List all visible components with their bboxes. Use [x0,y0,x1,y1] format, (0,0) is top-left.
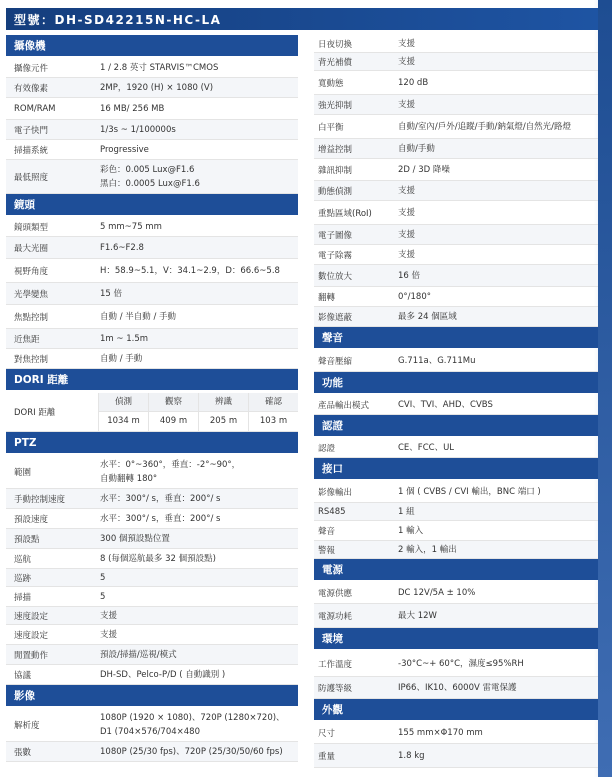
spec-value [390,163,598,177]
spec-row [6,58,298,78]
spec-label: 解析度 [14,720,40,731]
spec-label: 掃描 [14,592,32,603]
spec-value-line: DH-SD、Pelco-P/D ( 自動識別 ) [100,669,226,680]
spec-value-line: 自動翻轉 180° [100,473,158,484]
spec-value-line: 支援 [398,56,416,67]
spec-row [6,509,298,529]
spec-row [314,139,598,159]
spec-row [6,98,298,120]
dori-header-cell: 偵測 [98,393,148,412]
section-header: 認證 [314,415,598,436]
spec-row [6,120,298,140]
spec-value-line: F1.6~F2.8 [100,242,144,253]
spec-value-line: 15 倍 [100,288,123,299]
spec-label: 張數 [14,747,32,758]
spec-value [390,142,598,156]
spec-value-line: 1 組 [398,506,415,517]
spec-value [390,609,598,623]
spec-label: 警報 [318,545,336,556]
spec-value [90,332,298,346]
spec-label: 最低照度 [14,172,49,183]
spec-label: 日夜切換 [318,39,353,50]
spec-label: 攝像元件 [14,63,49,74]
spec-value-line: 彩色：0.005 Lux@F1.6 [100,164,195,175]
spec-value-line: 0°/180° [398,291,431,302]
spec-row [314,350,598,372]
spec-row [6,259,298,283]
spec-value [90,220,298,234]
spec-value [90,648,298,662]
spec-row [6,237,298,259]
spec-row [6,665,298,685]
spec-label: 有效像素 [14,83,49,94]
spec-value [390,248,598,262]
spec-value-line: 5 mm~75 mm [100,221,162,232]
spec-row [6,349,298,369]
spec-row [314,651,598,677]
spec-label: 範圍 [14,467,32,478]
spec-value [90,492,298,506]
spec-label: 協議 [14,670,32,681]
spec-label: 翻轉 [318,292,336,303]
spec-value-line: D1 (704×576/704×480 [100,726,200,737]
spec-value [390,269,598,283]
spec-row [6,489,298,509]
spec-value-line: 自動 / 手動 [100,353,143,364]
spec-value-line: 支援 [398,229,416,240]
spec-value-line: 自動/手動 [398,143,435,154]
spec-value-line: H：58.9~5.1，V：34.1~2.9，D：66.6~5.8 [100,265,280,276]
spec-label: 影像遮蔽 [318,312,353,323]
spec-value-line: 自動/室內/戶外/追蹤/手動/鈉氣燈/自然光/路燈 [398,121,572,132]
spec-label: 鏡頭類型 [14,222,49,233]
spec-row [314,265,598,287]
spec-value-line: 支援 [398,249,416,260]
spec-value [390,485,598,499]
spec-value [390,749,598,763]
spec-value-line: 支援 [398,99,416,110]
spec-value [90,287,298,301]
spec-row [6,329,298,349]
spec-label: 數位放大 [318,271,353,282]
spec-value-line: G.711a、G.711Mu [398,355,476,366]
spec-value [90,241,298,255]
spec-value-line: -30°C~+ 60°C，濕度≤95%RH [398,658,524,669]
spec-value-line: 8 (每個巡航最多 32 個預設點) [100,553,216,564]
spec-value [90,352,298,366]
spec-value [390,228,598,242]
dori-header-cell: 辨識 [198,393,248,412]
section-header: PTZ [6,432,298,453]
spec-column-right [314,35,598,768]
spec-row [314,307,598,327]
spec-value [90,628,298,642]
spec-label: 掃描系統 [14,145,49,156]
spec-value [390,310,598,324]
section-header: 環境 [314,628,598,649]
spec-row [314,744,598,768]
spec-row [314,95,598,115]
spec-row [314,395,598,415]
section-header: 攝像機 [6,35,298,56]
spec-value-line: 1/3s ~ 1/100000s [100,124,176,135]
spec-value-line: 2 輸入，1 輸出 [398,544,457,555]
dori-value-cell: 1034 m [98,412,148,431]
spec-value-line: 16 MB/ 256 MB [100,103,165,114]
spec-label: 電子圖像 [318,230,353,241]
spec-label: 電子除霧 [318,250,353,261]
spec-row [6,160,298,194]
spec-value [390,206,598,220]
spec-label: 雜訊抑制 [318,165,353,176]
spec-row [6,283,298,305]
spec-label: 電源功耗 [318,611,353,622]
spec-row [6,708,298,742]
spec-row [314,201,598,225]
spec-label: 影像輸出 [318,487,353,498]
spec-value-line: 支援 [100,610,118,621]
spec-value [90,102,298,116]
spec-column-left [6,35,298,762]
spec-value [390,76,598,90]
spec-value-line: CE、FCC、UL [398,442,455,453]
spec-label: 電源供應 [318,588,353,599]
spec-value-line: 自動 / 半自動 / 手動 [100,311,177,322]
spec-value-line: 16 倍 [398,270,421,281]
spec-value [90,711,298,739]
spec-value [90,745,298,759]
spec-value-line: IP66、IK10、6000V 雷電保護 [398,682,517,693]
spec-row [6,217,298,237]
spec-row [314,722,598,744]
spec-value [90,123,298,137]
spec-value-line: 120 dB [398,77,429,88]
section-header: 接口 [314,458,598,479]
spec-label: 聲音壓縮 [318,356,353,367]
spec-value [390,120,598,134]
spec-value-line: 支援 [398,38,416,49]
decorative-side-stripe [598,0,612,777]
spec-label: 巡航 [14,554,32,565]
spec-value [90,61,298,75]
model-title: 型號：DH-SD42215N-HC-LA [6,8,598,30]
spec-value-line: 2D / 3D 降噪 [398,164,450,175]
spec-value [90,264,298,278]
spec-row [6,625,298,645]
spec-label: 最大光圈 [14,243,49,254]
spec-label: 速度設定 [14,630,49,641]
spec-value [390,55,598,69]
spec-label: 閒置動作 [14,650,49,661]
spec-value-line: 黑白：0.0005 Lux@F1.6 [100,178,200,189]
spec-row [6,569,298,587]
spec-value-line: 1.8 kg [398,750,425,761]
spec-value-line: Progressive [100,144,149,155]
spec-label: 產品輸出模式 [318,400,370,411]
spec-value [390,354,598,368]
spec-row [6,78,298,98]
dori-header-cell: 確認 [248,393,298,412]
spec-label: 電子快門 [14,125,49,136]
spec-label: 增益控制 [318,144,353,155]
spec-value-line: 支援 [100,629,118,640]
spec-value-line: 1 / 2.8 英寸 STARVIS™CMOS [100,62,219,73]
spec-label: 巡跡 [14,573,32,584]
spec-value [90,668,298,682]
spec-value-line: 支援 [398,207,416,218]
spec-value [90,458,298,486]
spec-label: 背光補償 [318,57,353,68]
spec-label: 焦點控制 [14,312,49,323]
spec-row [6,549,298,569]
spec-row [314,438,598,458]
spec-row [314,35,598,53]
spec-value [390,290,598,304]
spec-label: 近焦距 [14,334,40,345]
spec-row [6,645,298,665]
spec-value-line: 最大 12W [398,610,437,621]
spec-value-line: 5 [100,572,106,583]
spec-label: 寬動態 [318,78,344,89]
spec-value-line: DC 12V/5A ± 10% [398,587,476,598]
spec-value [390,505,598,519]
spec-value [390,398,598,412]
spec-value [90,532,298,546]
spec-value [390,586,598,600]
spec-value [90,552,298,566]
spec-value-line: 1m ~ 1.5m [100,333,149,344]
spec-label: 光學變焦 [14,289,49,300]
spec-label: ROM/RAM [14,103,56,114]
spec-row [314,71,598,95]
spec-value [390,681,598,695]
spec-value [90,590,298,604]
spec-row [314,181,598,201]
spec-label: 重量 [318,751,336,762]
section-header: 聲音 [314,327,598,348]
spec-label: 聲音 [318,526,336,537]
spec-label: 工作溫度 [318,659,353,670]
spec-label: 預設點 [14,534,40,545]
spec-row [314,521,598,541]
section-header: DORI 距離 [6,369,298,390]
spec-row [314,225,598,245]
section-header: 鏡頭 [6,194,298,215]
spec-value-line: 最多 24 個區域 [398,311,457,322]
dori-header-cell: 觀察 [148,393,198,412]
spec-value [90,143,298,157]
spec-row [314,541,598,559]
spec-label: 動態偵測 [318,186,353,197]
spec-label: 視野角度 [14,266,49,277]
spec-row [314,503,598,521]
spec-value-line: 水平：300°/ s，垂直：200°/ s [100,493,221,504]
spec-row [6,529,298,549]
spec-value [390,543,598,557]
spec-value [390,37,598,51]
section-header: 功能 [314,372,598,393]
spec-label: 強光抑制 [318,100,353,111]
spec-label: 尺寸 [318,728,336,739]
spec-row [314,582,598,604]
spec-value [90,81,298,95]
spec-value-line: 5 [100,591,106,602]
dori-value-cell: 205 m [198,412,248,431]
spec-row [314,159,598,181]
spec-row [314,677,598,699]
spec-row [314,115,598,139]
spec-value-line: 1 個 ( CVBS / CVI 輸出，BNC 端口 ) [398,486,541,497]
spec-value [390,726,598,740]
spec-row [314,53,598,71]
spec-row [6,607,298,625]
spec-row [6,742,298,762]
spec-row [6,587,298,607]
spec-value-line: 1080P (1920 × 1080)、720P (1280×720)、 [100,712,285,723]
spec-label: 手動控制速度 [14,494,66,505]
dori-table [98,393,298,431]
spec-value-line: 預設/掃描/巡視/模式 [100,649,177,660]
spec-value-line: 2MP，1920 (H) × 1080 (V) [100,82,214,93]
spec-row [314,245,598,265]
spec-row [314,604,598,628]
spec-value [390,184,598,198]
spec-row [6,455,298,489]
spec-value [90,512,298,526]
spec-value-line: 支援 [398,185,416,196]
section-header: 影像 [6,685,298,706]
spec-row [314,287,598,307]
spec-value-line: 1 輸入 [398,525,424,536]
spec-value [90,163,298,191]
spec-value [390,524,598,538]
spec-value [90,310,298,324]
spec-label: 預設速度 [14,514,49,525]
dori-value-cell: 409 m [148,412,198,431]
spec-label: 白平衡 [318,122,344,133]
spec-value-line: 300 個預設點位置 [100,533,170,544]
spec-label: 速度設定 [14,611,49,622]
spec-label: 重點區域(RoI) [318,208,372,219]
spec-label: 對焦控制 [14,354,49,365]
spec-label: 防護等級 [318,683,353,694]
spec-row [6,140,298,160]
spec-value-line: 水平：0°~360°，垂直：-2°~90°， [100,459,241,470]
spec-label: RS485 [318,506,346,517]
dori-row [6,392,298,432]
section-header: 外觀 [314,699,598,720]
spec-value [90,609,298,623]
spec-value-line: 1080P (25/30 fps)、720P (25/30/50/60 fps) [100,746,283,757]
spec-row [6,305,298,329]
spec-value-line: 水平：300°/ s，垂直：200°/ s [100,513,221,524]
spec-label: 認證 [318,443,336,454]
spec-label: DORI 距離 [14,407,56,418]
spec-row [314,481,598,503]
spec-value-line: CVI、TVI、AHD、CVBS [398,399,493,410]
section-header: 電源 [314,559,598,580]
spec-value [90,571,298,585]
spec-value [390,98,598,112]
dori-value-cell: 103 m [248,412,298,431]
spec-value [390,441,598,455]
spec-value-line: 155 mm×Φ170 mm [398,727,483,738]
spec-value [390,657,598,671]
